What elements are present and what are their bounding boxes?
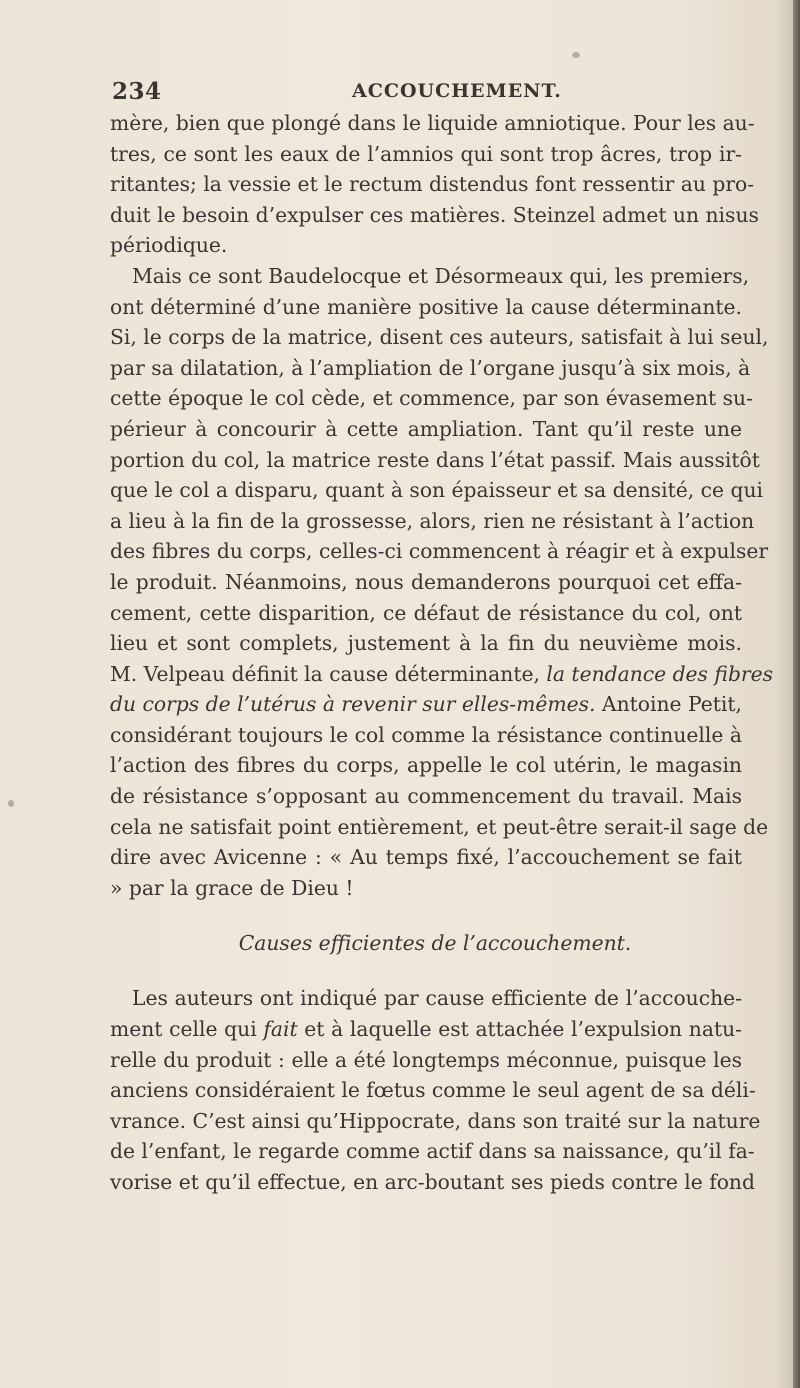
text-line: cela ne satisfait point entièrement, et peut-être serait-il sage de [110,814,769,839]
paragraph-first-line: Mais ce sont Baudelocque et Désormeaux qui, les premiers, [132,263,750,288]
text-line: tres, ce sont les eaux de l’amnios qui sont trop âcres, trop ir- [110,141,742,166]
text-line: l’action des fibres du corps, appelle le col utérin, le magasin [110,753,742,778]
text-line: de l’enfant, le regarde comme actif dans sa naissance, qu’il fa- [110,1139,755,1164]
text-line: portion du col, la matrice reste dans l’état passif. Mais aussitôt [110,447,760,472]
text-run: ment celle qui [110,1017,264,1042]
text-line: ritantes; la vessie et le rectum distendus font ressentir au pro- [110,172,755,197]
text-run: et à laquelle est attachée l’expulsion natu- [297,1017,743,1042]
text-line-with-italic [110,689,742,720]
section-heading: Causes efficientes de l’accouchement. [238,931,632,956]
text-line: relle du produit : elle a été longtemps méconnue, puisque les [110,1047,742,1072]
text-line: le produit. Néanmoins, nous demanderons pourquoi cet effa- [110,569,742,594]
running-title: ACCOUCHEMENT. [352,80,562,102]
text-line: cette époque le col cède, et commence, par son évasement su- [110,386,753,411]
text-line: vrance. C’est ainsi qu’Hippocrate, dans son traité sur la nature [110,1108,761,1133]
page-number: 234 [112,78,162,105]
text-line: ont déterminé d’une manière positive la cause déterminante. [110,294,742,319]
text-line: par sa dilatation, à l’ampliation de l’organe jusqu’à six mois, à [110,355,751,380]
text-line-with-italic [110,1014,742,1045]
text-line: lieu et sont complets, justement à la fin du neuvième mois. [110,631,742,656]
running-head [112,78,692,108]
text-run: M. Velpeau définit la cause déterminante, [110,661,547,686]
paragraph-first-line: Les auteurs ont indiqué par cause efficiente de l’accouche- [132,986,742,1011]
italic-word: fait [263,1017,298,1042]
text-line: de résistance s’opposant au commencement du travail. Mais [110,784,742,809]
paper-spot [8,800,14,807]
text-line: vorise et qu’il effectue, en arc-boutant ses pieds contre le fond [110,1170,755,1194]
text-run: Antoine Petit, [595,692,742,717]
body-text [110,108,774,1198]
text-line: des fibres du corps, celles-ci commencent à réagir et à expulser [110,539,769,564]
text-line: dire avec Avicenne : « Au temps fixé, l’accouchement se fait [110,845,742,870]
italic-quote: du corps de l’utérus à revenir sur elles-mêmes. [110,692,596,717]
text-line: » par la grace de Dieu ! [110,875,354,900]
text-line: mère, bien que plongé dans le liquide amniotique. Pour les au- [110,111,755,135]
text-line-with-italic [110,659,774,690]
text-line: Si, le corps de la matrice, disent ces auteurs, satisfait à lui seul, [110,325,769,350]
text-line: duit le besoin d’expulser ces matières. Steinzel admet un nisus [110,202,759,227]
text-line: périodique. [110,233,228,258]
paper-spot [572,52,580,58]
text-line: considérant toujours le col comme la résistance continuelle à [110,722,742,747]
page-edge [793,0,800,1388]
text-line: que le col a disparu, quant à son épaisseur et sa densité, ce qui [110,478,763,503]
italic-quote: la tendance des fibres [546,661,774,686]
text-line: cement, cette disparition, ce défaut de résistance du col, ont [110,600,742,625]
text-line: a lieu à la fin de la grossesse, alors, rien ne résistant à l’action [110,508,755,533]
text-line: périeur à concourir à cette ampliation. Tant qu’il reste une [110,416,742,441]
text-line: anciens considéraient le fœtus comme le seul agent de sa déli- [110,1078,756,1103]
